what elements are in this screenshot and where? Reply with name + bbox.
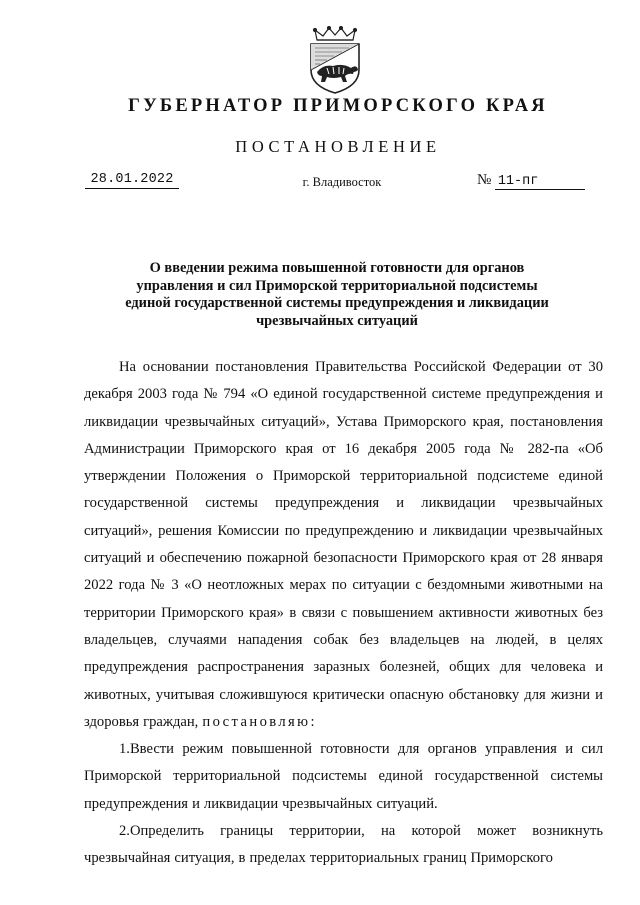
document-number-block <box>477 172 595 190</box>
decree-word: постановляю: <box>202 713 317 730</box>
authority-title: ГУБЕРНАТОР ПРИМОРСКОГО КРАЯ <box>128 96 548 116</box>
document-heading: О введении режима повышенной готовности для органов управления и сил Приморской территориальной подсистемы единой государственной системы предупреждения и ликвидации чрезвычайных ситуаций <box>125 260 549 329</box>
preamble-paragraph <box>84 354 603 736</box>
item-1-paragraph: 1.Ввести режим повышенной готовности для органов управления и сил Приморской территориальной подсистемы единой государственной системы предупреждения и ликвидации чрезвычайных ситуаций. <box>84 741 603 812</box>
document-type: ПОСТАНОВЛЕНИЕ <box>235 137 441 156</box>
number-sign: № <box>477 172 492 188</box>
document-body <box>84 354 603 873</box>
document-number: 11-пг <box>495 174 585 190</box>
document-date: 28.01.2022 <box>85 172 179 189</box>
item-2-paragraph: 2.Определить границы территории, на которой может возникнуть чрезвычайная ситуация, в пределах территориальных границ Приморского <box>84 823 603 867</box>
preamble-text: На основании постановления Правительства Российской Федерации от 30 декабря 2003 года № 794 «О единой государственной системе предупреждения и ликвидации чрезвычайных ситуаций», Устава Приморского края, постановления Администрации Приморского края от 16 декабря 2005 года № 282-па «Об утверждении Положения о Приморской территориальной подсистеме единой государственной системы предупреждения и ликвидации чрезвычайных ситуаций», решения Комиссии по предупреждению и ликвидации чрезвычайных ситуаций и обеспечению пожарной безопасности Приморского края от 28 января 2022 года № 3 «О неотложных мерах по ситуации с бездомными животными на территории Приморского края» в связи с повышением активности животных без владельцев, случаями нападения собак без владельцев на людей, в целях предупреждения распространения заразных болезней, общих для человека и животных, учитывая сложившуюся критически опасную обстановку для жизни и здоровья граждан, <box>84 359 603 730</box>
coat-of-arms-icon <box>303 26 367 94</box>
document-city: г. Владивосток <box>302 175 382 189</box>
